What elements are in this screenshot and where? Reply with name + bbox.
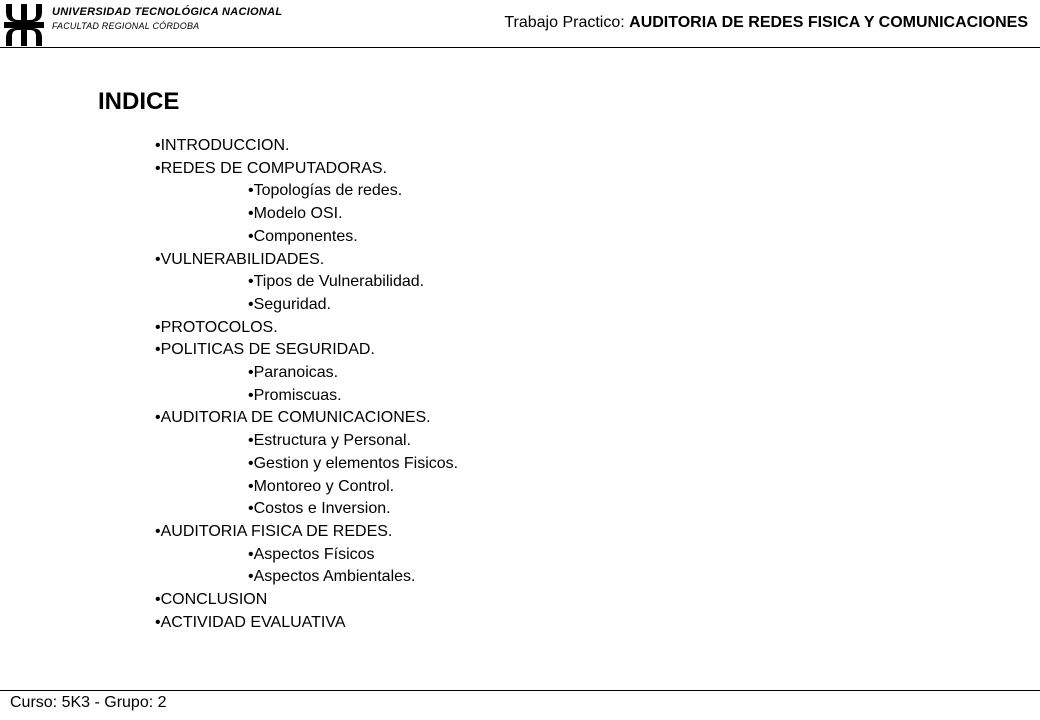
toc-subitem: •Promiscuas. — [248, 386, 342, 404]
toc-subitem: •Seguridad. — [248, 295, 331, 313]
toc-item: •REDES DE COMPUTADORAS. — [155, 159, 387, 177]
toc-item: •INTRODUCCION. — [155, 137, 290, 154]
toc-item: •POLITICAS DE SEGURIDAD. — [155, 341, 375, 359]
university-name: UNIVERSIDAD TECNOLÓGICA NACIONAL — [52, 6, 283, 18]
toc-subitem: •Tipos de Vulnerabilidad. — [248, 273, 425, 291]
toc-subitem: •Montoreo y Control. — [248, 477, 395, 495]
toc-item: •AUDITORIA FISICA DE REDES. — [155, 522, 393, 540]
faculty-name: FACULTAD REGIONAL CÓRDOBA — [52, 21, 200, 31]
toc-subitem: •Modelo OSI. — [248, 205, 343, 223]
toc-item: •ACTIVIDAD EVALUATIVA — [155, 613, 346, 631]
document-title-prefix: Trabajo Practico: — [504, 14, 630, 31]
toc-item: •AUDITORIA DE COMUNICACIONES. — [155, 409, 431, 427]
toc-item: •PROTOCOLOS. — [155, 318, 278, 336]
toc-item: •CONCLUSION — [155, 591, 268, 608]
toc-subitem: •Paranoicas. — [248, 364, 339, 381]
toc-subitem: •Gestion y elementos Fisicos. — [248, 454, 459, 472]
toc-item: •VULNERABILIDADES. — [155, 250, 325, 268]
document-title-main: AUDITORIA DE REDES FISICA Y COMUNICACIONES — [629, 14, 1028, 31]
toc-subitem: •Costos e Inversion. — [248, 500, 391, 518]
page-title: INDICE — [98, 88, 180, 115]
footer-divider — [0, 690, 1040, 691]
toc-subitem: •Topologías de redes. — [248, 182, 403, 200]
toc-subitem: •Componentes. — [248, 227, 358, 245]
course-group-label: Curso: 5K3 - Grupo: 2 — [10, 694, 167, 711]
toc-subitem: •Aspectos Físicos — [248, 545, 375, 563]
utn-logo-icon — [4, 4, 44, 46]
header-divider — [0, 47, 1040, 48]
document-title — [504, 14, 1028, 32]
toc-subitem: •Estructura y Personal. — [248, 432, 411, 450]
toc-subitem: •Aspectos Ambientales. — [248, 568, 416, 586]
